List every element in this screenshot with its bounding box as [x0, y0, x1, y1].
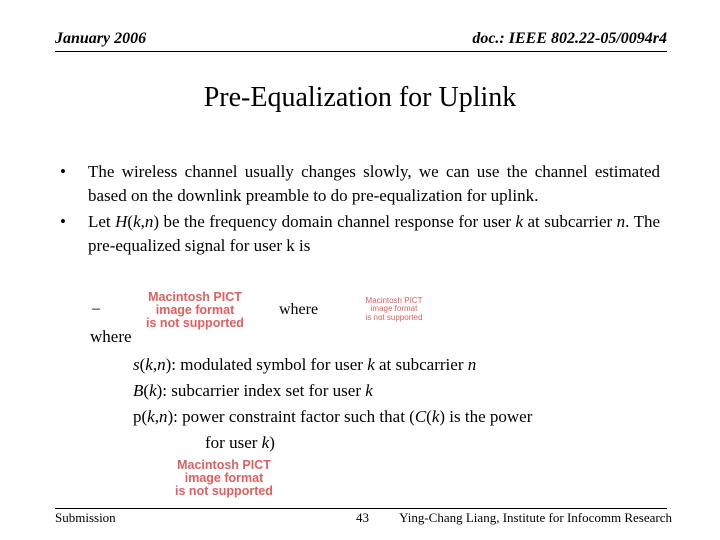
where-inline-text: where — [279, 301, 319, 318]
slide-title: Pre-Equalization for Uplink — [203, 82, 517, 113]
definition-list — [133, 352, 653, 456]
definition-p: p(k,n): power constraint factor such that (C(k) is the power — [133, 407, 533, 426]
definition-s: s(k,n): modulated symbol for user k at subcarrier n — [133, 355, 477, 374]
bullet-marker: • — [60, 162, 66, 181]
pict-placeholder-equation: Macintosh PICT image format is not supported — [146, 290, 244, 331]
bullet-item-1 — [60, 160, 660, 208]
header-date: January 2006 — [55, 30, 147, 47]
bullet-marker: • — [60, 212, 66, 231]
header-rule — [55, 51, 667, 52]
footer-author: Ying-Chang Liang, Institute for Infocomm Research — [399, 510, 672, 525]
footer-rule — [55, 508, 667, 509]
where-label: where — [90, 327, 132, 346]
definition-b: B(k): subcarrier index set for user k — [133, 381, 373, 400]
definition-p-cont: for user k) — [205, 433, 275, 452]
pict-placeholder-bottom: Macintosh PICT image format is not supported — [175, 458, 273, 499]
header-doc-id: doc.: IEEE 802.22-05/0094r4 — [472, 30, 667, 47]
footer-page-number: 43 — [356, 510, 369, 525]
pict-placeholder-small: Macintosh PICT image format is not supported — [365, 296, 423, 322]
footer-submission: Submission — [55, 510, 116, 525]
sub-bullet-dash: – — [92, 300, 100, 317]
bullet-text: The wireless channel usually changes slowly, we can use the channel estimated based on the downlink preamble to do pre-equalization for uplink. — [88, 162, 660, 205]
bullet-text: Let H(k,n) be the frequency domain channel response for user k at subcarrier n. The pre-equalized signal for user k is — [88, 212, 660, 255]
bullet-item-2 — [60, 210, 660, 258]
bullet-list — [60, 160, 660, 260]
